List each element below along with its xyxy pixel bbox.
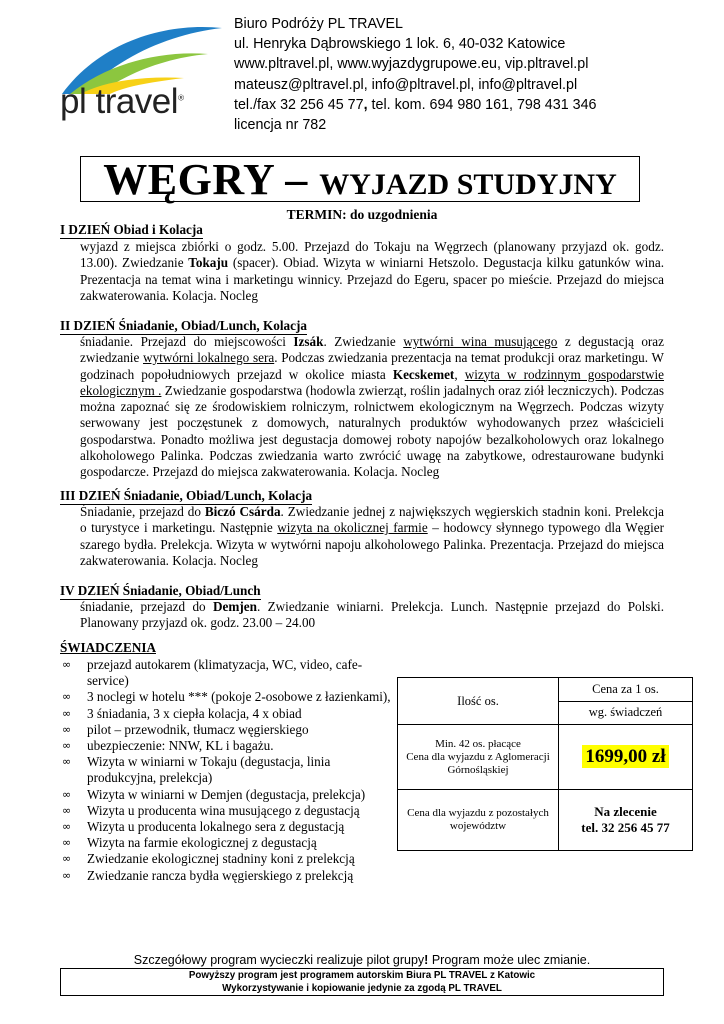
services-list-item: ∞ ubezpieczenie: NNW, KL i bagażu. [62,738,274,754]
header-people-count: Ilość os. [398,678,559,725]
services-list-item: ∞ Wizyta w winiarni w Demjen (degustacja, prelekcja) [62,786,366,802]
price-row2-value: Na zlecenie tel. 32 256 45 77 [559,790,693,851]
day3-text: Śniadanie, przejazd do Biczó Csárda. Zwiedzanie jednej z największych węgierskich stadnin koni. Prelekcja o turystyce i marketingu. Następnie wizyta na okolicznej farmie – hodowcy słynnego typowego dla Węgier szarego bydła. Prelekcja. Wizyta w wytwórni napoju alkoholowego Palinka. Prezentacja. Przejazd do miejsca zakwaterowania. Kolacja. Nocleg [80,504,664,568]
logo-text: pl travel [60,82,179,121]
infinity-bullet-icon: ∞ [62,755,72,769]
services-list-item: ∞ Zwiedzanie ekologicznej stadniny koni z prelekcją [62,851,355,867]
company-logo [60,20,225,130]
company-address: ul. Henryka Dąbrowskiego 1 lok. 6, 40-032 Katowice [234,36,566,53]
header-price-per-person: Cena za 1 os. [559,678,693,702]
registered-mark: ® [178,93,184,103]
footer-copyright-line1: Powyższy program jest programem autorskim Biura PL TRAVEL z Katowic [188,970,536,981]
day1-text: wyjazd z miejsca zbiórki o godz. 5.00. Przejazd do Tokaju na Węgrzech (planowany przyjazd ok. godz. 13.00). Zwiedzanie Tokaju (spacer). Obiad. Wizyta w winiarni Hetszolo. Degustacja kilku gatunków wina. Prezentacja na temat wina i marketingu winnicy. Przejazd do Egeru, spacer po mieście. Przejazd do miejsca zakwaterowania. Kolacja. Nocleg [80,239,664,303]
infinity-bullet-icon: ∞ [62,706,72,720]
services-list-item: ∞ Wizyta u producenta lokalnego sera z degustacją [62,819,345,835]
services-list-item: ∞ 3 śniadania, 3 x ciepła kolacja, 4 x obiad [62,705,302,721]
price-table [397,677,693,851]
infinity-bullet-icon: ∞ [62,690,72,704]
services-list-item: ∞ 3 noclegi w hotelu *** (pokoje 2-osobowe z łazienkami), [62,689,391,705]
company-phones: tel./fax 32 256 45 77, tel. kom. 694 980 161, 798 431 346 [234,96,597,113]
day3-heading: III DZIEŃ Śniadanie, Obiad/Lunch, Kolacja [60,488,313,503]
services-list-item: ∞ Wizyta w winiarni w Tokaju (degustacja, linia produkcyjna, prelekcja) [62,754,331,786]
services-list-item: ∞ Zwiedzanie rancza bydła węgierskiego z prelekcją [62,867,354,883]
day1-heading: I DZIEŃ Obiad i Kolacja [60,222,203,237]
infinity-bullet-icon: ∞ [62,803,72,817]
infinity-bullet-icon: ∞ [62,852,72,866]
day2-text: śniadanie. Przejazd do miejscowości Izsák. Zwiedzanie wytwórni wina musującego z degustacją oraz zwiedzanie wytwórni lokalnego sera. Podczas zwiedzania prezentacja na temat produkcji oraz marketingu. W godzinach popołudniowych przejazd w okolice miasta Kecskemet, wizyta w rodzinnym gospodarstwie ekologicznym . Zwiedzanie gospodarstwa (hodowla zwierząt, roślin jadalnych oraz ziół leczniczych). Podczas można zapoznać się ze środowiskiem rolniczym, rolnictwem ekologicznym na Węgrzech. Podczas wizyty serwowany jest poczęstunek z domowych, naturalnych produktów wyhodowanych przez właścicieli gospodarstwa. Ponadto możliwa jest degustacja domowej roboty napojów bezalkoholowych oraz lokalnego alkoholowego Palinka. Podczas zwiedzania warto zwrócić uwagę na zabytkowe, odrestaurowane budynki gospodarcze. Przejazd do miejsca zakwaterowania. Kolacja. Nocleg [80,334,665,480]
company-name: Biuro Podróży PL TRAVEL [234,16,403,32]
company-websites: www.pltravel.pl, www.wyjazdygrupowe.eu, vip.pltravel.pl [234,56,589,73]
day2-heading: II DZIEŃ Śniadanie, Obiad/Lunch, Kolacja [60,318,307,333]
infinity-bullet-icon: ∞ [62,820,72,834]
price-row2-label: Cena dla wyjazdu z pozostałych województw [398,790,559,851]
day4-heading: IV DZIEŃ Śniadanie, Obiad/Lunch [60,583,261,598]
day4-text: śniadanie, przejazd do Demjen. Zwiedzanie winiarni. Prelekcja. Lunch. Następnie przejazd do Polski. Planowany przyjazd ok. godz. 23.00 – 24.00 [80,599,664,631]
price-row1-value-cell [559,725,693,790]
infinity-bullet-icon: ∞ [62,739,72,753]
price-value: 1699,00 zł [582,745,668,768]
services-heading: ŚWIADCZENIA [60,640,156,655]
footer-copyright-line2: Wykorzystywanie i kopiowanie jedynie za zgodą PL TRAVEL [222,982,502,994]
title-main: WĘGRY [103,155,274,204]
infinity-bullet-icon: ∞ [62,787,72,801]
header-by-services: wg. świadczeń [559,701,693,725]
price-row1-label: Min. 42 os. płacące Cena dla wyjazdu z Aglomeracji Górnośląskiej [398,725,559,790]
page-title: WĘGRY – WYJAZD STUDYJNY [80,156,640,202]
footer-copyright-box [60,968,664,996]
services-list [62,657,398,884]
company-license: licencja nr 782 [234,117,327,134]
services-list-item: ∞ Wizyta u producenta wina musującego z degustacją [62,802,360,818]
title-sub: WYJAZD STUDYJNY [319,168,617,201]
company-emails: mateusz@pltravel.pl, info@pltravel.pl, info@pltravel.pl [234,76,578,93]
infinity-bullet-icon: ∞ [62,658,72,671]
infinity-bullet-icon: ∞ [62,836,72,850]
infinity-bullet-icon: ∞ [62,722,72,736]
services-list-item: ∞ przejazd autokarem (klimatyzacja, WC, video, cafe-service) [62,657,363,689]
footer-note: Szczegółowy program wycieczki realizuje pilot grupy! Program może ulec zmianie. [133,953,591,967]
infinity-bullet-icon: ∞ [62,868,72,882]
services-list-item: ∞ Wizyta na farmie ekologicznej z degustacją [62,835,317,851]
company-info [234,14,597,135]
termin: TERMIN: do uzgodnienia [286,207,438,222]
services-list-item: ∞ pilot – przewodnik, tłumacz węgierskiego [62,721,309,737]
